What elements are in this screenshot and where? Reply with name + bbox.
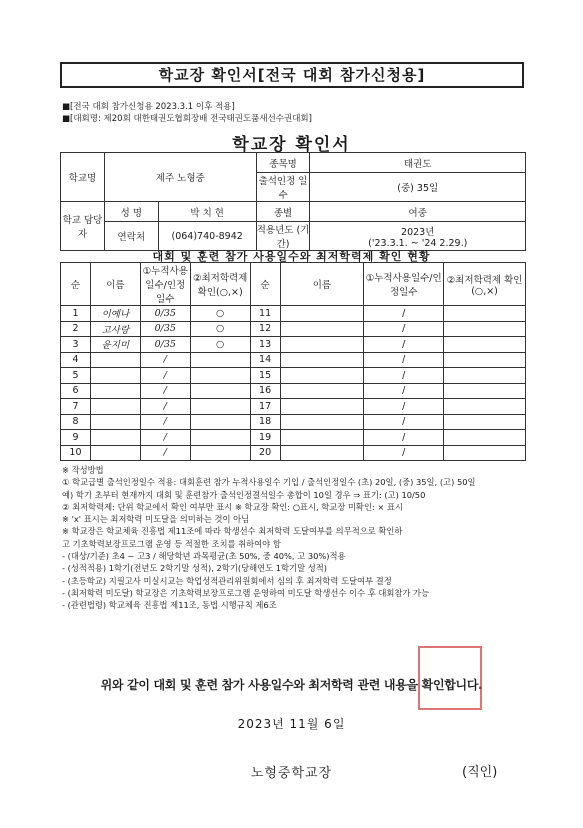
row-number: 5 [61, 368, 91, 384]
row-days: / [140, 352, 190, 368]
table-row [61, 445, 526, 461]
row-min-grade [190, 383, 250, 399]
col-no-right: 순 [250, 263, 280, 306]
attendance-value: (중) 35일 [310, 173, 526, 202]
row-number-right: 11 [250, 306, 280, 322]
row-number: 8 [61, 414, 91, 430]
records-title: 대회 및 훈련 참가 사용일수와 최저학력제 확인 현황 [152, 250, 431, 263]
year-label: 적용년도 (기간) [256, 222, 310, 251]
row-name [90, 414, 140, 430]
row-days: / [140, 445, 190, 461]
row-name-right [280, 321, 364, 337]
row-days-right: / [364, 430, 444, 446]
row-name [90, 445, 140, 461]
row-number-right: 17 [250, 399, 280, 415]
writing-instructions [62, 464, 532, 612]
table-row [61, 399, 526, 415]
instruction-line: 예) 학기 초부터 현재까지 대회 및 훈련참가 출석인정결석일수 총합이 10일 경우 ⇒ 표기: (고) 10/50 [62, 489, 426, 500]
instruction-line: - (성적적용) 1학기(전년도 2학기말 성적), 2학기(당해연도 1학기말 성적) [62, 563, 328, 574]
year-period: ('23.3.1. ~ '24 2.29.) [368, 237, 468, 249]
seal-label: (직인) [462, 765, 498, 780]
contact-label: 연락처 [104, 222, 158, 251]
col-min-grade: ②최저학력제 확인(○,×) [190, 263, 250, 306]
note-event: ■[대회명: 제20회 대한태권도협회장배 전국태권도품새선수권대회] [62, 114, 312, 124]
row-min-grade-right [444, 445, 526, 461]
row-number: 10 [61, 445, 91, 461]
principal-title: 노형중학교장 [250, 766, 333, 781]
year-value: 2023년 [401, 226, 435, 238]
table-row [61, 368, 526, 384]
row-min-grade: ○ [190, 321, 250, 337]
info-table [60, 152, 526, 251]
row-number-right: 16 [250, 383, 280, 399]
row-number-right: 15 [250, 368, 280, 384]
row-days-right: / [364, 399, 444, 415]
note-application: ■[전국 대회 참가신청용 2023.3.1 이후 적용] [62, 102, 235, 112]
row-number: 4 [61, 352, 91, 368]
event-label: 종목명 [256, 153, 310, 173]
col-no: 순 [61, 263, 91, 306]
col-cumulative: ①누적사용일수/인정일수 [140, 263, 190, 306]
row-name-right [280, 445, 364, 461]
row-number-right: 12 [250, 321, 280, 337]
row-min-grade-right [444, 414, 526, 430]
records-table [60, 262, 526, 461]
issue-date: 2023년 11월 6일 [237, 717, 346, 731]
row-number: 3 [61, 337, 91, 353]
col-min-grade-right: ②최저학력제 확인(○,×) [444, 263, 526, 306]
row-days: / [140, 383, 190, 399]
contact-value: (064)740-8942 [158, 222, 256, 251]
table-row [61, 430, 526, 446]
official-seal-stamp [418, 646, 482, 710]
col-name: 이름 [90, 263, 140, 306]
row-min-grade [190, 399, 250, 415]
row-min-grade [190, 414, 250, 430]
instruction-line: ② 최저학력제: 단위 학교에서 확인 여부만 표시 ※ 학교장 확인: ○표시, 학교장 미확인: × 표시 [62, 501, 404, 512]
row-min-grade-right [444, 306, 526, 322]
instruction-line: ※ 'x' 표시는 최저학력 미도달을 의미하는 것이 아님 [62, 514, 250, 525]
row-min-grade-right [444, 368, 526, 384]
instruction-line: ※ 작성방법 [62, 465, 104, 475]
type-value: 여중 [310, 202, 526, 222]
row-min-grade-right [444, 337, 526, 353]
table-row [61, 337, 526, 353]
row-min-grade [190, 368, 250, 384]
row-days-right: / [364, 445, 444, 461]
row-days: 0/35 [140, 337, 190, 353]
instruction-line: - (최저학력 미도달) 학교장은 기초학력보장프로그램 운영하여 미도달 학생선수 이수 후 대회참가 가능 [62, 587, 430, 598]
row-days: / [140, 414, 190, 430]
year-cell [310, 222, 526, 251]
row-name-right [280, 399, 364, 415]
instruction-line: ① 학교급별 출석인정일수 적용: 대회훈련 참가 누적사용일수 기입 / 출석인정일수 (초) 20일, (중) 35일, (고) 50일 [62, 477, 476, 488]
school-label: 학교명 [61, 153, 105, 202]
row-days: 0/35 [140, 321, 190, 337]
row-days-right: / [364, 414, 444, 430]
name-value: 박 치 현 [158, 202, 256, 222]
attendance-label: 출석인정 일수 [256, 173, 310, 202]
row-name [90, 399, 140, 415]
row-name-right [280, 430, 364, 446]
row-name-right [280, 352, 364, 368]
row-number-right: 13 [250, 337, 280, 353]
row-name: 고사랑 [90, 321, 140, 337]
row-number: 6 [61, 383, 91, 399]
row-name-right [280, 337, 364, 353]
table-row [61, 352, 526, 368]
row-days-right: / [364, 352, 444, 368]
school-value: 제주 노형중 [104, 153, 256, 202]
row-min-grade [190, 430, 250, 446]
row-days: / [140, 368, 190, 384]
row-name: 윤지미 [90, 337, 140, 353]
row-days-right: / [364, 306, 444, 322]
row-number: 1 [61, 306, 91, 322]
instruction-line: - (대상/기준) 초4 ~ 고3 / 해당학년 과목평균(초 50%, 중 40%, 고 30%)적용 [62, 551, 346, 562]
col-name-right: 이름 [280, 263, 364, 306]
row-min-grade [190, 352, 250, 368]
row-days-right: / [364, 383, 444, 399]
row-min-grade: ○ [190, 306, 250, 322]
instruction-line: - (관련법령) 학교체육 진흥법 제11조, 동법 시행규칙 제6조 [62, 600, 277, 611]
row-number: 9 [61, 430, 91, 446]
row-days: 0/35 [140, 306, 190, 322]
instruction-line: 고 기초학력보장프로그램 운영 등 적절한 조치를 취하여야 함 [62, 538, 281, 549]
row-name-right [280, 414, 364, 430]
table-row [61, 414, 526, 430]
doc-title: 학교장 확인서 [232, 135, 351, 155]
row-min-grade-right [444, 352, 526, 368]
row-number: 2 [61, 321, 91, 337]
type-label: 종별 [256, 202, 310, 222]
row-name [90, 352, 140, 368]
row-number-right: 18 [250, 414, 280, 430]
event-value: 태권도 [310, 153, 526, 173]
table-row [61, 306, 526, 322]
row-name-right [280, 383, 364, 399]
row-days-right: / [364, 368, 444, 384]
row-days: / [140, 399, 190, 415]
row-name [90, 383, 140, 399]
row-days-right: / [364, 337, 444, 353]
row-name [90, 430, 140, 446]
confirmation-text: 위와 같이 대회 및 훈련 참가 사용일수와 최저학력 관련 내용을 확인합니다. [100, 678, 483, 692]
row-min-grade [190, 445, 250, 461]
manager-label: 학교 담당자 [61, 202, 105, 251]
row-name-right [280, 306, 364, 322]
instruction-line: ※ 학교장은 학교체육 진흥법 제11조에 따라 학생선수 최저학력 도달여부를 의무적으로 확인하 [62, 526, 403, 537]
row-min-grade-right [444, 399, 526, 415]
col-cumulative-right: ①누적사용일수/인정일수 [364, 263, 444, 306]
row-days-right: / [364, 321, 444, 337]
row-number-right: 20 [250, 445, 280, 461]
row-min-grade-right [444, 430, 526, 446]
row-min-grade-right [444, 383, 526, 399]
row-name: 이예나 [90, 306, 140, 322]
document-banner: 학교장 확인서[전국 대회 참가신청용] [60, 62, 524, 88]
row-min-grade-right [444, 321, 526, 337]
row-min-grade: ○ [190, 337, 250, 353]
table-row [61, 321, 526, 337]
row-number: 7 [61, 399, 91, 415]
row-number-right: 19 [250, 430, 280, 446]
row-name-right [280, 368, 364, 384]
name-label: 성 명 [104, 202, 158, 222]
row-days: / [140, 430, 190, 446]
row-number-right: 14 [250, 352, 280, 368]
row-name [90, 368, 140, 384]
table-row [61, 383, 526, 399]
instruction-line: - (초등학교) 지필고사 미실시교는 학업성적관리위원회에서 심의 후 최저학력 도달여부 결정 [62, 575, 392, 586]
